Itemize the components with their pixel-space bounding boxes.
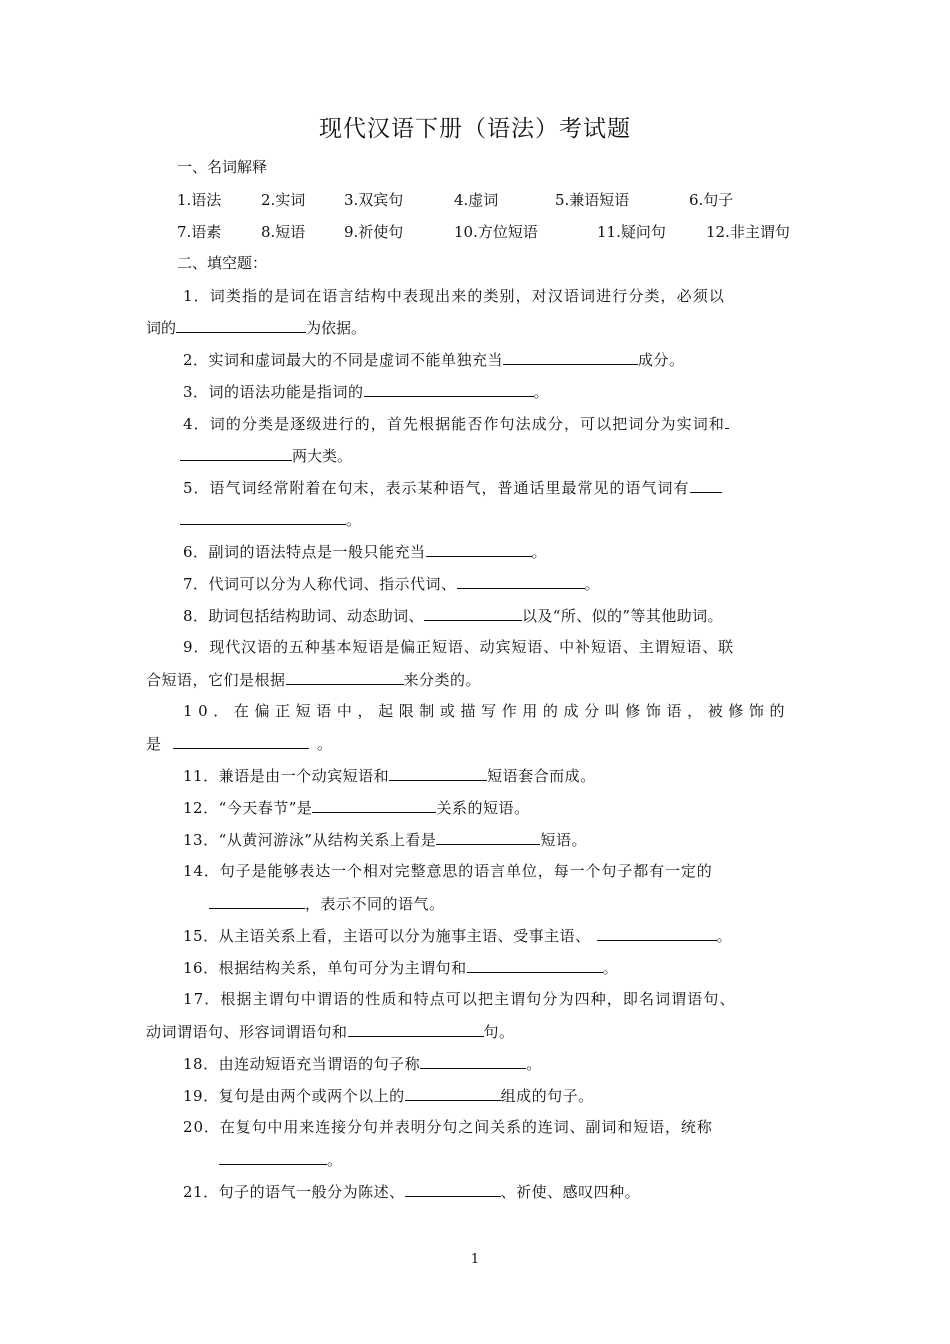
question-17-line1: 17．根据主谓句中谓语的性质和特点可以把主谓句分为四种，即名词谓语句、 [183,990,736,1008]
vocab-item: 6.句子 [689,191,734,209]
answer-blank[interactable] [436,829,540,845]
question-text: 13．“从黄河游泳”从结构关系上看是 [183,831,437,849]
question-text: 。 [327,1151,343,1169]
question-text: 两大类。 [292,447,353,465]
page-title: 现代汉语下册（语法）考试题 [319,116,631,142]
question-6 [183,541,547,562]
answer-blank[interactable] [312,797,436,813]
vocab-item: 7.语素 [177,223,222,241]
vocab-item: 11.疑问句 [597,223,666,241]
answer-blank[interactable] [503,349,638,365]
question-text: 19．复句是由两个或两个以上的 [183,1087,405,1105]
vocab-item: 4.虚词 [454,191,499,209]
question-text: 。 [526,1055,542,1073]
answer-blank[interactable] [405,1181,501,1197]
question-text: 18．由连动短语充当谓语的句子称 [183,1055,421,1073]
answer-blank[interactable] [209,893,305,909]
question-text: 合短语，它们是根据 [146,671,286,689]
question-text: 。 [584,575,601,593]
section2-heading: 二、填空题： [177,254,268,272]
answer-blank[interactable] [364,381,534,397]
question-14-line2 [209,893,445,914]
answer-blank[interactable] [348,1021,484,1037]
question-13 [183,829,587,850]
question-20-line2 [219,1149,342,1170]
answer-blank[interactable] [690,477,722,493]
question-text: 7．代词可以分为人称代词、指示代词、 [183,575,457,593]
question-text: 短语。 [540,831,587,849]
question-21 [183,1181,640,1202]
answer-blank[interactable] [725,413,729,429]
vocab-item: 10.方位短语 [454,223,538,241]
question-text: 4．词的分类是逐级进行的，首先根据能否作句法成分，可以把词分为实词和 [183,415,725,433]
question-text: 6．副词的语法特点是一般只能充当 [183,543,426,561]
question-10-line1: 10．在偏正短语中，起限制或描写作用的成分叫修饰语，被修饰的 [183,702,791,720]
question-text: 。 [533,383,550,401]
answer-blank[interactable] [389,765,487,781]
question-text: 21．句子的语气一般分为陈述、 [183,1183,405,1201]
question-18 [183,1053,542,1074]
question-1-line2 [146,317,366,338]
answer-blank[interactable] [286,669,404,685]
vocab-item: 9.祈使句 [344,223,404,241]
vocab-item: 12.非主谓句 [706,223,790,241]
question-text: 11．兼语是由一个动宾短语和 [183,767,390,785]
question-14-line1: 14．句子是能够表达一个相对完整意思的语言单位，每一个句子都有一定的 [183,862,713,880]
answer-blank[interactable] [597,925,717,941]
question-text: 动词谓语句、形容词谓语句和 [146,1023,348,1041]
question-text: 16．根据结构关系，单句可分为主谓句和 [183,959,467,977]
vocab-item: 5.兼语短语 [555,191,630,209]
question-20-line1: 20．在复句中用来连接分句并表明分句之间关系的连词、副词和短语，统称 [183,1118,713,1136]
question-16 [183,957,618,978]
question-text: 来分类的。 [403,671,482,689]
question-5-line2 [180,509,361,530]
question-text: 短语套合而成。 [487,767,596,785]
vocab-item: 2.实词 [261,191,306,209]
question-text: 关系的短语。 [436,799,530,817]
answer-blank[interactable] [176,317,306,333]
answer-blank[interactable] [405,1085,501,1101]
question-text: 、祈使、感叹四种。 [500,1183,641,1201]
question-19 [183,1085,594,1106]
question-text: 。 [716,927,733,945]
question-15 [183,925,732,946]
vocab-item: 1.语法 [177,191,222,209]
answer-blank[interactable] [173,733,309,749]
vocab-item: 3.双宾句 [344,191,404,209]
answer-blank[interactable] [467,957,603,973]
question-4-line1 [183,413,729,434]
question-text: 8．助词包括结构助词、动态助词、 [183,607,424,625]
question-17-line2 [146,1021,515,1042]
question-5-line1 [183,477,722,498]
answer-blank[interactable] [420,1053,526,1069]
question-text: 12．“今天春节”是 [183,799,313,817]
question-text: 句。 [483,1023,515,1041]
question-11 [183,765,596,786]
question-text: 词的 [146,319,177,337]
answer-blank[interactable] [180,509,346,525]
question-8 [183,605,723,626]
question-text: 是 [146,735,162,753]
section1-heading: 一、名词解释 [177,158,268,176]
page-number: 1 [470,1252,480,1267]
question-12 [183,797,529,818]
answer-blank[interactable] [219,1149,327,1165]
question-1-line1: 1．词类指的是词在语言结构中表现出来的类别，对汉语词进行分类，必须以 [183,287,725,305]
question-text: 3．词的语法功能是指词的 [183,383,364,401]
question-text: 。 [317,735,333,753]
answer-blank[interactable] [426,541,532,557]
question-3 [183,381,549,402]
question-text: 15．从主语关系上看，主语可以分为施事主语、受事主语、 [183,927,591,945]
answer-blank[interactable] [424,605,522,621]
question-text: ，表示不同的语气。 [305,895,445,913]
question-text: 。 [531,543,548,561]
question-text: 组成的句子。 [500,1087,594,1105]
question-text: 5．语气词经常附着在句末，表示某种语气，普通话里最常见的语气词有 [183,479,690,497]
vocab-item: 8.短语 [261,223,306,241]
question-text: 以及“所、似的”等其他助词。 [521,607,723,625]
question-2 [183,349,685,370]
answer-blank[interactable] [457,573,585,589]
question-text: 为依据。 [306,319,367,337]
question-7 [183,573,600,594]
question-9-line2 [146,669,481,690]
question-10-line2 [146,733,332,754]
answer-blank[interactable] [180,445,292,461]
question-4-line2 [180,445,352,466]
question-text: 成分。 [638,351,685,369]
question-text: 。 [602,959,619,977]
question-text: 2．实词和虚词最大的不同是虚词不能单独充当 [183,351,504,369]
question-9-line1: 9．现代汉语的五种基本短语是偏正短语、动宾短语、中补短语、主谓短语、联 [183,638,735,656]
question-text: 。 [346,511,362,529]
